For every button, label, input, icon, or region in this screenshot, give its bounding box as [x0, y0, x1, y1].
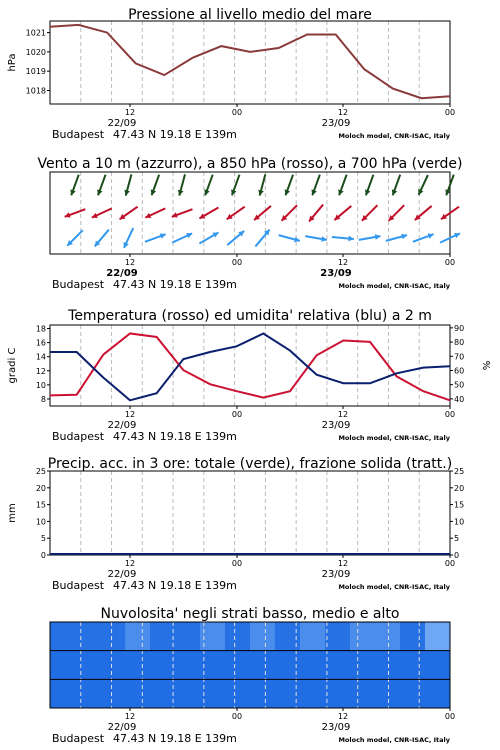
wind-arrow — [254, 206, 271, 220]
time-tick-label: 00 — [444, 258, 456, 267]
day-label: 22/09 — [107, 420, 137, 431]
y-tick-label: 5 — [40, 534, 46, 544]
wind-arrow — [258, 174, 265, 195]
cloud-cell — [325, 679, 351, 708]
cloud-cell — [275, 651, 301, 680]
cloud-cell — [375, 651, 401, 680]
day-label: 23/09 — [321, 569, 351, 580]
cloud-cell — [400, 679, 426, 708]
time-tick-label: 00 — [444, 108, 456, 117]
wind-arrow — [365, 175, 373, 196]
wind-arrow — [124, 228, 134, 248]
wind-arrow — [389, 205, 405, 221]
cloud-cell — [50, 651, 76, 680]
cloud-cell — [400, 651, 426, 680]
y-tick-label: 1019 — [25, 67, 46, 77]
day-label: 22/09 — [107, 569, 137, 580]
plot-frame — [50, 21, 450, 104]
cloud-cell — [425, 679, 451, 708]
time-tick-label: 00 — [444, 559, 456, 568]
y-tick-label-right: 70 — [454, 352, 465, 362]
wind-arrow — [282, 205, 298, 221]
day-label: 22/09 — [107, 118, 137, 129]
time-tick-label: 00 — [231, 410, 243, 419]
cloud-cell — [425, 622, 451, 651]
y-tick-label-right: 0 — [454, 551, 460, 560]
wind-arrow — [199, 233, 218, 244]
day-label: 23/09 — [320, 268, 352, 279]
time-tick-label: 12 — [124, 410, 136, 419]
y-tick-label: 10 — [35, 380, 46, 390]
y-tick-label: 10 — [35, 517, 46, 527]
cloud-cell — [100, 651, 126, 680]
y-tick-label-right: 5 — [454, 534, 460, 544]
time-tick-label: 00 — [231, 559, 243, 568]
wind-arrow — [231, 175, 239, 196]
day-label: 22/09 — [106, 268, 138, 279]
model-credit: Moloch model, CNR-ISAC, Italy — [338, 132, 450, 140]
y-tick-label: 14 — [35, 352, 46, 362]
location-coords: 47.43 N 19.18 E 139m — [113, 430, 237, 443]
cloud-cell — [325, 651, 351, 680]
wind-arrow — [145, 233, 166, 241]
wind-arrow — [418, 175, 428, 195]
cloud-cell — [350, 651, 376, 680]
wind-arrow — [172, 209, 193, 217]
wind-arrow — [359, 234, 381, 240]
cloud-cell — [250, 651, 276, 680]
cloud-cell — [375, 622, 401, 651]
cloud-cell — [400, 622, 426, 651]
wind-arrow — [334, 206, 351, 220]
y-tick-label-right: 80 — [454, 338, 465, 348]
wind-arrow — [151, 175, 159, 196]
cloud-cell — [125, 679, 151, 708]
cloud-cell — [350, 622, 376, 651]
y-tick-label-right: 60 — [454, 366, 465, 376]
y-tick-label-right: 50 — [454, 380, 465, 390]
wind-arrow — [332, 236, 354, 242]
cloud-cell — [275, 679, 301, 708]
cloud-cell — [100, 622, 126, 651]
location-coords: 47.43 N 19.18 E 139m — [113, 732, 237, 745]
cloud-cell — [75, 622, 101, 651]
wind-arrow — [227, 207, 245, 220]
wind-arrow — [311, 175, 319, 196]
wind-arrow — [305, 236, 327, 242]
panel-title: Temperatura (rosso) ed umidita' relativa (blu) a 2 m — [68, 308, 432, 324]
panel-title: Pressione al livello medio del mare — [128, 7, 372, 23]
location-city: Budapest — [52, 579, 105, 592]
plot-frame — [50, 471, 450, 555]
time-tick-label: 00 — [231, 108, 243, 117]
y-tick-label-right: 40 — [454, 394, 465, 404]
location-city: Budapest — [52, 278, 105, 291]
location-coords: 47.43 N 19.18 E 139m — [113, 579, 237, 592]
wind-arrow — [199, 208, 218, 219]
time-tick-label: 12 — [337, 410, 349, 419]
temperature-line — [50, 333, 450, 400]
time-tick-label: 12 — [124, 559, 136, 568]
cloud-cell — [325, 622, 351, 651]
wind-arrow — [413, 233, 434, 241]
panel-3 — [7, 308, 493, 443]
wind-arrow — [124, 174, 131, 195]
y-tick-label: 0 — [40, 551, 46, 560]
time-tick-label: 00 — [231, 258, 243, 267]
location-coords: 47.43 N 19.18 E 139m — [113, 128, 237, 141]
time-tick-label: 00 — [231, 712, 243, 721]
y-tick-label-right: 10 — [454, 517, 465, 527]
y-tick-label: 1020 — [25, 47, 46, 57]
wind-arrow — [338, 175, 346, 196]
wind-arrow — [95, 230, 109, 247]
wind-arrow — [285, 175, 293, 196]
cloud-cell — [250, 622, 276, 651]
cloud-cell — [225, 622, 251, 651]
wind-arrow — [227, 231, 244, 245]
cloud-cell — [175, 679, 201, 708]
y-tick-label-right: 20 — [454, 483, 465, 493]
model-credit: Moloch model, CNR-ISAC, Italy — [338, 736, 450, 744]
wind-arrow — [255, 230, 269, 247]
time-tick-label: 12 — [124, 258, 136, 267]
wind-arrow — [92, 208, 112, 218]
wind-arrow — [415, 206, 432, 220]
wind-arrow — [65, 209, 86, 217]
day-label: 23/09 — [321, 118, 351, 129]
wind-arrow — [145, 208, 165, 218]
y-axis-label-right: % — [482, 360, 493, 371]
day-label: 22/09 — [107, 722, 137, 733]
y-tick-label: 1021 — [25, 28, 46, 38]
y-tick-label: 20 — [35, 483, 46, 493]
cloud-cell — [350, 679, 376, 708]
time-tick-label: 12 — [337, 108, 349, 117]
cloud-cell — [175, 651, 201, 680]
cloud-cell — [150, 622, 176, 651]
panel-1 — [7, 7, 455, 141]
wind-arrow — [392, 175, 400, 196]
y-tick-label: 12 — [35, 366, 46, 376]
cloud-cell — [300, 679, 326, 708]
cloud-cell — [75, 651, 101, 680]
panel-2 — [37, 156, 462, 291]
y-axis-label: mm — [7, 503, 18, 523]
y-tick-label-right: 15 — [454, 500, 465, 510]
cloud-cell — [50, 679, 76, 708]
wind-arrow — [120, 207, 138, 220]
wind-arrow — [70, 175, 78, 196]
wind-arrow — [97, 175, 105, 196]
y-tick-label: 16 — [35, 338, 46, 348]
cloud-cell — [250, 679, 276, 708]
model-credit: Moloch model, CNR-ISAC, Italy — [338, 282, 450, 290]
y-axis-label: gradi C — [7, 347, 18, 384]
y-tick-label: 8 — [40, 394, 46, 404]
cloud-cell — [375, 679, 401, 708]
time-tick-label: 12 — [337, 559, 349, 568]
cloud-cell — [275, 622, 301, 651]
y-tick-label: 15 — [35, 500, 46, 510]
cloud-cell — [300, 622, 326, 651]
time-tick-label: 12 — [337, 258, 349, 267]
cloud-cell — [225, 651, 251, 680]
cloud-cell — [225, 679, 251, 708]
cloud-cell — [75, 679, 101, 708]
y-axis-label: hPa — [7, 53, 18, 72]
location-city: Budapest — [52, 128, 105, 141]
y-tick-label: 25 — [35, 467, 46, 476]
panel-4 — [7, 456, 464, 592]
wind-arrow — [309, 205, 323, 222]
cloud-cell — [50, 622, 76, 651]
wind-arrow — [172, 233, 192, 243]
cloud-cell — [100, 679, 126, 708]
location-city: Budapest — [52, 430, 105, 443]
time-tick-label: 12 — [124, 108, 136, 117]
cloud-cell — [125, 622, 151, 651]
cloud-cell — [150, 679, 176, 708]
plot-frame — [50, 172, 450, 254]
y-tick-label-right: 90 — [454, 323, 465, 333]
wind-arrow-head — [348, 236, 353, 242]
pressure-line — [50, 25, 450, 98]
wind-arrow — [204, 175, 212, 196]
panel-title: Precip. acc. in 3 ore: totale (verde), frazione solida (tratt.) — [47, 456, 453, 472]
panel-title: Nuvolosita' negli strati basso, medio e alto — [100, 606, 400, 622]
panel-5 — [50, 606, 455, 745]
cloud-cell — [150, 651, 176, 680]
time-tick-label: 12 — [124, 712, 136, 721]
y-tick-label: 1018 — [25, 86, 46, 96]
location-coords: 47.43 N 19.18 E 139m — [113, 278, 237, 291]
wind-arrow — [279, 235, 300, 242]
model-credit: Moloch model, CNR-ISAC, Italy — [338, 434, 450, 442]
y-tick-label: 18 — [35, 324, 46, 334]
time-tick-label: 00 — [444, 410, 456, 419]
wind-arrow — [386, 234, 407, 241]
day-label: 23/09 — [321, 722, 351, 733]
wind-arrow — [178, 174, 185, 195]
time-tick-label: 00 — [444, 712, 456, 721]
day-label: 23/09 — [321, 420, 351, 431]
cloud-cell — [300, 651, 326, 680]
cloud-cell — [175, 622, 201, 651]
panel-title: Vento a 10 m (azzurro), a 850 hPa (rosso), a 700 hPa (verde) — [37, 156, 463, 172]
cloud-cell — [425, 651, 451, 680]
wind-arrow — [362, 205, 378, 221]
y-tick-label-right: 25 — [454, 467, 465, 476]
cloud-cell — [125, 651, 151, 680]
location-city: Budapest — [52, 732, 105, 745]
time-tick-label: 12 — [337, 712, 349, 721]
model-credit: Moloch model, CNR-ISAC, Italy — [338, 583, 450, 591]
